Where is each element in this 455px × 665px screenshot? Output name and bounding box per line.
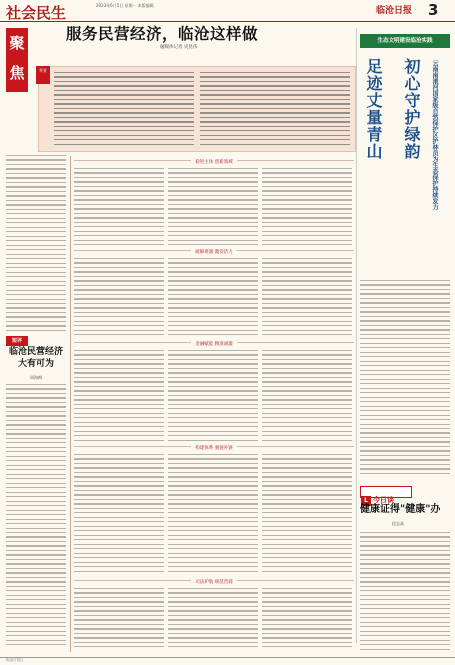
section-heading-2: 破解难题 激发活力 bbox=[74, 250, 354, 258]
section-heading-5: 司法护航 规范营商 bbox=[74, 580, 354, 588]
section-4-col-b bbox=[168, 454, 258, 574]
section-1-col-b bbox=[168, 168, 258, 246]
today-commentary-tag: L 今日谈 bbox=[360, 486, 412, 498]
section-4-col-c bbox=[262, 454, 352, 574]
feature-title-line1[interactable]: 足迹丈量青山 bbox=[364, 58, 383, 160]
feature-title-line2[interactable]: 初心守护绿韵 bbox=[402, 58, 421, 160]
masthead bbox=[0, 0, 455, 22]
commentary-tag: 短评 bbox=[6, 336, 28, 346]
section-3-col-c bbox=[262, 350, 352, 442]
feature-text bbox=[360, 280, 450, 480]
today-icon: L bbox=[361, 496, 371, 506]
background-label: 背景 bbox=[36, 66, 50, 84]
today-author: 段志高 bbox=[392, 521, 404, 526]
section-2-col-b bbox=[168, 258, 258, 338]
section-2-col-c bbox=[262, 258, 352, 338]
section-heading-1: 稳进主体 创新领域 bbox=[74, 160, 354, 168]
section-title: 社会民生 bbox=[6, 4, 67, 22]
footer: 临沧日报社 bbox=[0, 657, 455, 665]
today-text bbox=[360, 532, 450, 652]
feature-subtitle: 云南南滚河国家级自然保护区护林员为生态保护持续发力 bbox=[431, 60, 438, 210]
section-4-col-a bbox=[74, 454, 164, 574]
column-divider bbox=[70, 156, 71, 652]
byline: 融媒体记者 史昆伟 bbox=[160, 45, 198, 50]
section-5-col-c bbox=[262, 588, 352, 652]
headline[interactable]: 服务民营经济，临沧这样做 bbox=[66, 24, 259, 43]
section-5-col-a bbox=[74, 588, 164, 652]
section-3-col-b bbox=[168, 350, 258, 442]
paper-logo: 临沧日报 bbox=[376, 6, 413, 16]
background-text-2 bbox=[200, 72, 350, 148]
section-1-col-c bbox=[262, 168, 352, 246]
left-column-text bbox=[6, 155, 66, 335]
section-heading-3: 金融赋能 精准滴灌 bbox=[74, 342, 354, 350]
background-text bbox=[54, 72, 194, 148]
section-2-col-a bbox=[74, 258, 164, 338]
section-3-col-a bbox=[74, 350, 164, 442]
commentary-text bbox=[6, 384, 66, 652]
page-number: 3 bbox=[428, 1, 439, 19]
column-char: 聚焦 bbox=[9, 34, 25, 82]
commentary-title[interactable]: 临沧民营经济大有可为 bbox=[8, 347, 63, 369]
feature-banner: 生态文明建设临沧实践 bbox=[360, 34, 450, 48]
commentary-author: 周海梅 bbox=[30, 375, 42, 380]
section-5-col-b bbox=[168, 588, 258, 652]
section-heading-4: 构建体系 强链补链 bbox=[74, 446, 354, 454]
today-title[interactable]: 健康证得"健康"办 bbox=[360, 504, 441, 515]
column-badge bbox=[6, 28, 28, 92]
issue-date: 2023年6月5日 星期一 本版编辑 bbox=[96, 3, 154, 8]
section-1-col-a bbox=[74, 168, 164, 246]
